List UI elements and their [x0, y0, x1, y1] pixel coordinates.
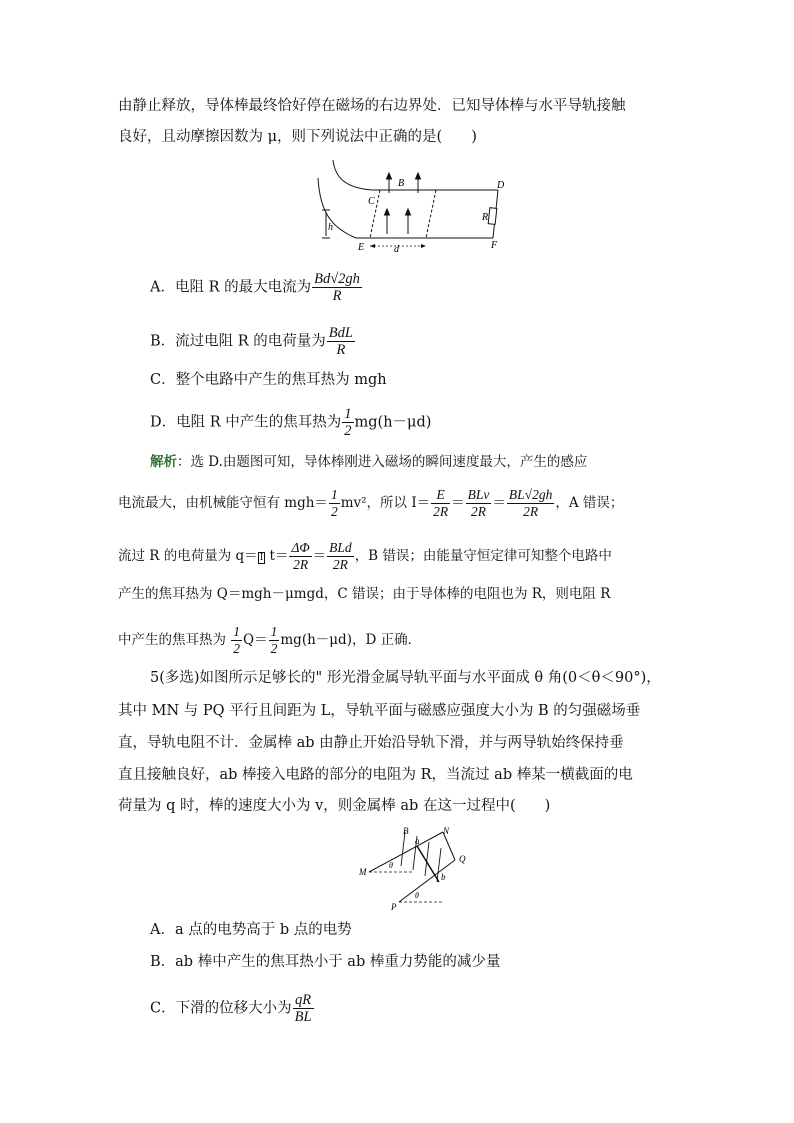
q5-line2: 其中 MN 与 PQ 平行且间距为 L，导轨平面与磁感应强度大小为 B 的匀强磁场垂	[118, 703, 641, 719]
q4-option-b-den: R	[336, 342, 346, 358]
q4-fig-label-B: B	[398, 178, 405, 189]
q5-fig-label-M: M	[359, 867, 367, 877]
q5-fig-label-b: b	[441, 872, 446, 882]
analysis-l3d: ，B 错误；由能量守恒定律可知整个电路中	[354, 548, 612, 564]
analysis-l2-frac4-num: BL√2gh	[508, 487, 553, 502]
q5-option-c-text: C．下滑的位移大小为	[150, 1000, 292, 1017]
q4-option-a-text: A．电阻 R 的最大电流为	[150, 279, 312, 296]
analysis-l5c: mg(h－μd)，D 正确．	[280, 632, 422, 648]
analysis-l3-box: I	[259, 553, 264, 563]
q4-intro-line1: 由静止释放，导体棒最终恰好停在磁场的右边界处．已知导体棒与水平导轨接触	[118, 98, 626, 114]
analysis-l2b: mv²，所以 I＝	[340, 495, 431, 511]
q4-option-a-den: R	[332, 288, 342, 304]
analysis-l3-frac2-num: BLd	[329, 540, 352, 555]
analysis-l2-frac3-num: BLv	[467, 487, 490, 502]
analysis-l3c: ＝	[312, 548, 327, 564]
analysis-label: 解析	[150, 454, 177, 470]
q4-option-b-num: BdL	[328, 325, 353, 341]
analysis-l3-frac1-num: ΔΦ	[291, 540, 310, 555]
analysis-l2d: ＝	[492, 495, 506, 511]
q4-option-a	[150, 271, 363, 304]
q5-option-c-den: BL	[294, 1009, 312, 1025]
q4-intro-line2: 良好，且动摩擦因数为 μ，则下列说法中正确的是( )	[118, 129, 477, 145]
analysis-l3-frac2-den: 2R	[332, 557, 348, 572]
analysis-l2-frac2-den: 2R	[433, 504, 449, 519]
q4-option-d-tail: mg(h－μd)	[354, 414, 432, 431]
q5-option-b: B．ab 棒中产生的焦耳热小于 ab 棒重力势能的减少量	[150, 954, 501, 970]
q5-fig-label-Q: Q	[459, 854, 466, 864]
q4-option-d	[150, 406, 431, 439]
analysis-line4: 产生的焦耳热为 Q＝mgh－μmgd，C 错误；由于导体棒的电阻也为 R，则电阻 R	[118, 586, 611, 602]
q5-line1: 5(多选)如图所示足够长的" 形光滑金属导轨平面与水平面成 θ 角(0＜θ＜90°)，	[150, 670, 661, 686]
q4-fig-label-h: h	[328, 222, 333, 233]
q4-fig-label-R: R	[482, 212, 489, 223]
q5-fig-label-N: N	[443, 826, 450, 836]
analysis-l3-frac1-den: 2R	[293, 557, 309, 572]
q5-option-a: A．a 点的电势高于 b 点的电势	[150, 922, 352, 938]
q5-fig-label-a: a	[415, 836, 420, 846]
q4-option-d-num: 1	[344, 406, 352, 422]
analysis-l1: ：选 D.由题图可知，导体棒刚进入磁场的瞬间速度最大，产生的感应	[177, 454, 588, 470]
q4-fig-label-C: C	[368, 196, 375, 207]
analysis-l2-frac2-num: E	[431, 487, 450, 504]
q5-line3: 直，导轨电阻不计．金属棒 ab 由静止开始沿导轨下滑，并与两导轨始终保持垂	[118, 735, 624, 751]
q4-option-b-text: B．流过电阻 R 的电荷量为	[150, 333, 326, 350]
q4-fig-label-d: d	[394, 244, 399, 254]
q5-option-c-num: qR	[293, 992, 314, 1009]
analysis-l5-frac2-num: 1	[270, 624, 278, 639]
q5-line4: 直且接触良好，ab 棒接入电路的部分的电阻为 R，当流过 ab 棒某一横截面的电	[118, 767, 633, 783]
q5-line5: 荷量为 q 时，棒的速度大小为 v，则金属棒 ab 在这一过程中( )	[118, 798, 551, 814]
q5-incline-figure	[355, 822, 475, 914]
analysis-l5b: Q＝	[243, 632, 268, 648]
analysis-line2	[118, 487, 623, 520]
q4-option-d-text: D．电阻 R 中产生的焦耳热为	[150, 414, 342, 431]
analysis-l3b: t＝	[265, 548, 289, 564]
analysis-line5	[118, 624, 421, 657]
analysis-l5a: 中产生的焦耳热为	[118, 632, 231, 648]
q5-option-c	[150, 992, 315, 1025]
analysis-l2-frac4-den: 2R	[523, 504, 539, 519]
analysis-l2a: 电流最大，由机械能守恒有 mgh＝	[118, 495, 328, 511]
q4-fig-label-F: F	[491, 240, 498, 251]
analysis-l3a: 流过 R 的电荷量为 q＝	[118, 548, 258, 564]
analysis-l2-frac3-den: 2R	[471, 504, 487, 519]
analysis-l2-frac1-den: 2	[330, 504, 338, 519]
analysis-l2e: ，A 错误；	[555, 495, 624, 511]
q5-fig-label-theta2: θ	[415, 891, 419, 900]
q4-option-c: C．整个电路中产生的焦耳热为 mgh	[150, 372, 387, 388]
q4-fig-label-E: E	[358, 242, 365, 253]
analysis-l2-frac1-num: 1	[330, 487, 338, 502]
q4-option-a-num: Bd√2gh	[314, 271, 360, 287]
analysis-line3	[118, 540, 612, 573]
analysis-l5-frac1-den: 2	[233, 641, 241, 656]
q4-fig-label-D: D	[497, 180, 505, 191]
analysis-l5-frac1-num: 1	[233, 624, 241, 639]
analysis-line1	[150, 452, 587, 472]
analysis-l5-frac2-den: 2	[270, 641, 278, 656]
q5-fig-label-theta1: θ	[389, 861, 393, 870]
analysis-l2c: ＝	[451, 495, 465, 511]
q4-option-b	[150, 325, 356, 358]
q4-circuit-figure	[308, 158, 508, 254]
q5-fig-label-P: P	[391, 902, 397, 912]
q5-fig-label-B: B	[403, 826, 409, 836]
q4-option-d-den: 2	[344, 423, 352, 439]
